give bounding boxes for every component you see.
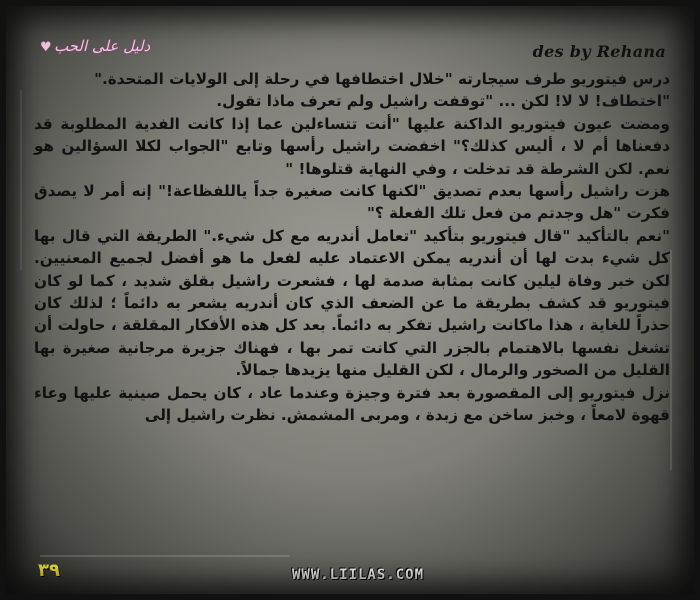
- paragraph: درس فيتوريو طرف سيجارته "خلال اختطافها في رحلة إلى الولايات المتحدة.": [94, 70, 670, 88]
- heart-icon: ♥: [40, 40, 52, 55]
- paragraph: نزل فيتوريو إلى المقصورة بعد فترة وجيزة وعندما عاد ، كان يحمل صينية عليها وعاء قهوة لامعاً ، وخبز ساخن مع زبدة ، ومربى المشمش. نظرت راشيل إلى: [34, 383, 670, 425]
- story-text: [34, 68, 670, 427]
- grunge-scratch: [40, 555, 290, 557]
- brand-title: دليل على الحب: [54, 37, 151, 55]
- design-credit: des by Rehana: [532, 42, 666, 61]
- grunge-scratch: [670, 250, 672, 470]
- paragraph: ومضت عيون فيتوريو الداكنة عليها "أنت تتساءلين عما إذا كانت الفدية المطلوبة قد دفعناها أم لا ، أليس كذلك؟" اخفضت راشيل رأسها وتابع "الجواب لكلا السؤالين هو نعم. لكن الشرطة قد تدخلت ، وفي النهاية قتلوها! ": [34, 114, 670, 178]
- page-number: ٣٩: [38, 560, 60, 581]
- paragraph: "اختطاف! لا لا! لكن ... "توقفت راشيل ولم تعرف ماذا تقول.: [216, 92, 670, 111]
- grunge-scratch: [20, 90, 22, 270]
- paragraph: هزت راشيل رأسها بعدم تصديق "لكنها كانت صغيرة جداً ياللفظاعة!" إنه أمر لا يصدق فكرت "هل وجدتم من فعل تلك الفعلة ؟": [34, 182, 670, 223]
- site-watermark: WWW.LIILAS.COM: [292, 567, 425, 583]
- paragraph: "نعم بالتأكيد "قال فيتوريو بتأكيد "تعامل أندريه مع كل شيء." الطريقة التي قال بها كل شيء بدت لها أن أندريه يمكن الاعتماد عليه لفعل ما هو أفضل لجميع المعنيين. لكن خبر وفاة ليلين كانت بمثابة صدمة لها ، فشعرت راشيل بقلق شديد ، كما لو كان فيتوريو قد كشف بطريقة ما عن الضعف الذي كان أندريه يشعر به دائماً ؛ لذلك كان حذراً للغاية ، هذا ماكانت راشيل تفكر به دائماً. بعد كل هذه الأفكار المقلقة ، حاولت أن تشغل نفسها بالاهتمام بالجزر التي كانت تمر بها ، فهناك جزيرة مرجانية صغيرة بها القليل من الصخور والرمال ، لكن القليل منها يزيدها جمالاً.: [34, 226, 670, 380]
